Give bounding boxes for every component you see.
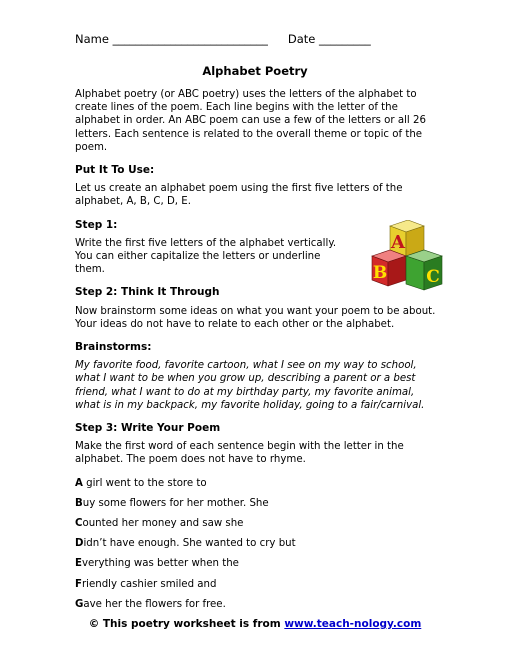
poem-initial: C [75,518,83,530]
poem-line [75,537,440,550]
header-fields [75,32,371,46]
block-c-letter: C [426,267,440,287]
block-b [372,250,406,286]
poem-line-text: girl went to the store to [82,477,207,489]
poem-line-text: riendly cashier smiled and [81,578,217,590]
step1-heading: Step 1: [75,218,118,231]
name-field: Name ___________________________ [75,32,268,46]
step2-heading: Step 2: Think It Through [75,286,220,299]
poem-line [75,477,440,490]
poem-line [75,557,440,570]
abc-blocks-image [368,220,444,296]
poem-initial: F [75,578,82,590]
step2-text: Now brainstorm some ideas on what you want your poem to be about. Your ideas do not have to relate to each other or the alphabet. [75,305,436,330]
poem-line [75,578,440,591]
poem-line-text: uy some flowers for her mother. She [82,497,269,509]
block-a-letter: A [391,232,405,253]
step3-text: Make the first word of each sentence begin with the letter in the alphabet. The poem does not have to rhyme. [75,441,404,466]
poem-initial: G [75,598,84,610]
poem-line [75,598,440,611]
poem [75,477,440,611]
step3-heading: Step 3: Write Your Poem [75,422,221,435]
put-to-use-heading: Put It To Use: [75,164,155,177]
poem-line-text: ave her the flowers for free. [83,598,226,610]
poem-initial: A [75,477,83,489]
page-title: Alphabet Poetry [202,64,308,78]
block-c [406,250,442,290]
poem-line-text: ounted her money and saw she [82,518,244,530]
poem-initial: E [75,558,82,570]
poem-line [75,497,440,510]
date-field: Date _________ [287,32,371,46]
poem-line-text: verything was better when the [81,558,239,570]
poem-line [75,517,440,530]
brainstorms-text: My favorite food, favorite cartoon, what I see on my way to school, what I want to be when you grow up, describing a parent or a best friend, what I want to do at my birthday party, my favorite animal, what is in my backpack, my favorite holiday, going to a fair/carnival. [75,360,425,411]
poem-initial: D [75,538,84,550]
poem-line-text: idn’t have enough. She wanted to cry but [83,538,296,550]
footer-text: © This poetry worksheet is from [88,618,285,630]
brainstorms-heading: Brainstorms: [75,341,152,354]
worksheet-content [75,88,440,618]
block-a [390,220,424,256]
intro-paragraph: Alphabet poetry (or ABC poetry) uses the letters of the alphabet to create lines of the poem. Each line begins with the letter of the alphabet in order. An ABC poem can use a few of the letters or all 26 letters. Each sentence is related to the overall theme or topic of the poem. [75,89,426,153]
footer-credit [0,618,510,630]
poem-initial: B [75,497,83,509]
put-to-use-text: Let us create an alphabet poem using the first five letters of the alphabet, A, B, C, D, E. [75,183,403,208]
step1-text: Write the first five letters of the alphabet vertically. You can either capitalize the letters or underline them. [75,237,337,276]
footer-link[interactable]: www.teach-nology.com [284,618,422,630]
block-b-letter: B [372,263,388,283]
